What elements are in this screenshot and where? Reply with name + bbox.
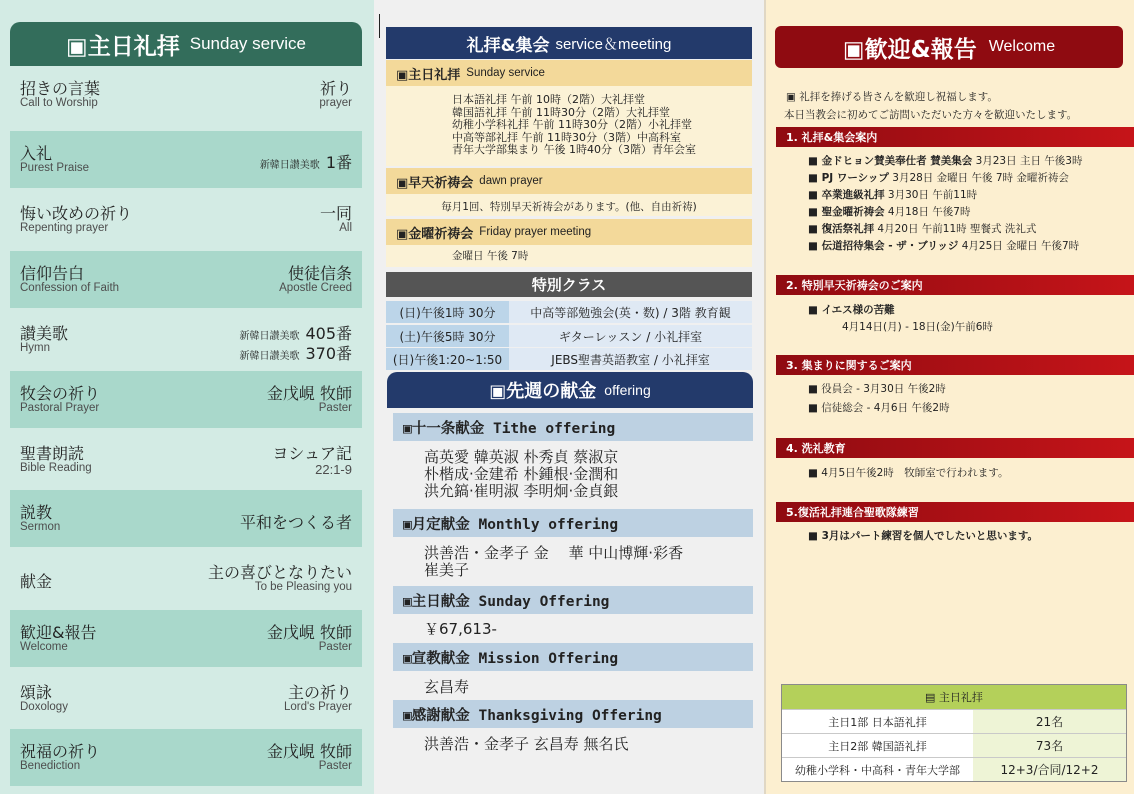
welcome-announcements-panel [764, 0, 1134, 794]
sunday-service-schedule [386, 86, 752, 166]
welcome-intro-line: 本日当教会に初めてご訪問いただいた方々を歓迎いたします。 [784, 109, 1078, 121]
subheader-en: Friday prayer meeting [479, 226, 592, 238]
name-line: 洪允鎬·崔明淑 李明炯·金貞銀 [424, 482, 619, 500]
sunday-service-header [10, 22, 362, 66]
monthly-offering-names [424, 545, 744, 579]
announcement-item [808, 204, 970, 219]
sermon-title: 平和をつくる者 [239, 513, 352, 532]
section-title: 2. 特別早天祈祷会のご案内 [776, 275, 1134, 295]
item-bold: ■ 復活祭礼拝 [808, 223, 875, 235]
hymn-number: 1番 [325, 153, 352, 172]
sunday-service-subheader [386, 60, 752, 86]
hymn-ref-2 [239, 341, 352, 364]
row-title: 悔い改めの祈り [20, 204, 133, 223]
mission-offering-names [424, 679, 744, 696]
announcement-item [808, 221, 1036, 236]
header-jp: 礼拝&集会 [466, 35, 550, 56]
item-bold: ■ 聖金曜祈祷会 [808, 206, 885, 218]
summary-title: ▤ 主日礼拝 [782, 685, 1126, 709]
offering-header [387, 372, 753, 408]
row-title: 招きの言葉 [20, 79, 101, 98]
subheader-en: Sunday service [466, 67, 545, 79]
row-right-sub: Apostle Creed [279, 282, 352, 294]
service-row-purest-praise [10, 131, 362, 188]
summary-label: 幼稚小学科・中高科・青年大学部 [782, 758, 973, 781]
announcement-item [808, 400, 950, 415]
hymnal-name: 新韓日讃美歌 [239, 331, 300, 342]
row-subtitle: Benediction [20, 760, 81, 772]
header-jp: ▣先週の献金 [489, 381, 597, 402]
service-row-sermon [10, 490, 362, 547]
announcement-item [808, 238, 1079, 253]
item-bold: ■ 伝道招待集会 - ザ・ブリッジ [808, 240, 959, 252]
service-row-hymn [10, 311, 362, 368]
row-right: 主の祈り [287, 683, 352, 702]
class-day: (土)午後5時 30分 [386, 325, 509, 347]
row-title: 祝福の祈り [20, 742, 101, 761]
row-right-sub: Paster [318, 641, 352, 653]
summary-label: 主日2部 韓国語礼拝 [782, 734, 973, 757]
class-day: (日)午後1:20~1:50 [386, 348, 509, 370]
row-right: 祈り [319, 79, 352, 98]
section-title: 5.復活礼拝連合聖歌隊練習 [776, 502, 1134, 522]
announcement-item [808, 187, 977, 202]
row-right-sub: Paster [318, 760, 352, 772]
summary-value: 21名 [973, 710, 1126, 733]
section-title: 4. 洗礼教育 [776, 438, 1134, 458]
service-row-benediction [10, 729, 362, 786]
row-right-sub: All [339, 222, 352, 234]
item-text: 4月14日(月) - 18日(金)午前6時 [842, 321, 993, 333]
name-line: 高英愛 韓英淑 朴秀貞 蔡淑京 [424, 448, 619, 466]
row-subtitle: Hymn [20, 342, 51, 354]
header-en: offering [604, 382, 651, 398]
summary-row [782, 709, 1126, 733]
hymnal-name: 新韓日讃美歌 [239, 351, 300, 362]
attendance-summary-table [781, 684, 1127, 782]
name-line: 洪善浩・金孝子 金 華 中山博輝·彩香 [424, 544, 684, 562]
subheader-jp: ▣早天祈祷会 [396, 175, 474, 191]
tithe-offering-names [424, 449, 744, 500]
row-right-sub: 22:1-9 [315, 462, 352, 477]
welcome-header [775, 26, 1123, 68]
schedule-line: 青年大学部集まり 午後 1時40分（3階）青年会室 [452, 143, 696, 156]
summary-value: 73名 [973, 734, 1126, 757]
row-right-sub: To be Pleasing you [254, 581, 352, 593]
row-right: 一同 [319, 204, 352, 223]
amount-line: ￥67,613- [424, 620, 497, 638]
service-row-pastoral-prayer [10, 371, 362, 428]
service-row-doxology [10, 670, 362, 727]
row-title: 信仰告白 [20, 264, 85, 283]
special-class-header: 特別クラス [386, 272, 752, 297]
mission-offering-label: ▣宣教献金 Mission Offering [393, 643, 753, 671]
header-jp: ▣主日礼拝 [66, 33, 180, 60]
announcement-item [808, 465, 1008, 480]
special-class-row [386, 348, 752, 370]
row-subtitle: Repenting prayer [20, 222, 109, 234]
dawn-prayer-subheader [386, 168, 752, 194]
special-class-row [386, 301, 752, 323]
announcement-item [842, 319, 993, 334]
name-line: 玄昌寿 [424, 678, 470, 696]
row-subtitle: Confession of Faith [20, 282, 120, 294]
divider [379, 14, 380, 38]
schedule-line: 韓国語礼拝 午前 11時30分（2階）大礼拝堂 [452, 105, 670, 119]
welcome-intro-line: ▣ 礼拝を捧げる皆さんを歓迎し祝福します。 [786, 91, 998, 103]
row-subtitle: Pastoral Prayer [20, 402, 100, 414]
hymn-number: 370番 [305, 344, 352, 363]
item-bold: ■ 卒業進級礼拝 [808, 189, 885, 201]
row-right: ヨシュア記 [272, 444, 352, 463]
hymnal-name: 新韓日讃美歌 [259, 160, 320, 171]
dawn-prayer-info [386, 194, 752, 216]
row-title: 歓迎&報告 [20, 623, 97, 642]
row-right-sub: Lord's Prayer [283, 701, 352, 713]
row-right: 金戊峴 牧師 [266, 623, 352, 642]
row-right: 金戊峴 牧師 [266, 742, 352, 761]
service-row-call-to-worship [10, 66, 362, 123]
header-en: Welcome [988, 38, 1056, 55]
services-header [386, 27, 752, 59]
item-bold: ■ 金ドヒョン賛美奉仕者 賛美集会 [808, 155, 973, 167]
row-title: 頌詠 [20, 683, 53, 702]
friday-prayer-info [386, 245, 752, 267]
subheader-jp: ▣金曜祈祷会 [396, 226, 474, 242]
name-line: 朴楷成·金建希 朴鍾根·金潤和 [424, 465, 619, 483]
item-text: 3月28日 金曜日 午後 7時 金曜祈祷会 [888, 172, 1069, 184]
subheader-jp: ▣主日礼拝 [396, 67, 461, 83]
item-text: 4月25日 金曜日 午後7時 [958, 240, 1080, 252]
row-title: 聖書朗読 [20, 444, 85, 463]
sunday-offering-label: ▣主日献金 Sunday Offering [393, 586, 753, 614]
header-en: Sunday service [189, 34, 306, 53]
thanksgiving-offering-label: ▣感謝献金 Thanksgiving Offering [393, 700, 753, 728]
sunday-offering-amount [424, 621, 744, 638]
item-text: ■ 役員会 - 3月30日 午後2時 [808, 383, 946, 395]
item-bold: ■ 3月はパート練習を個人でしたいと思います。 [808, 530, 1039, 542]
section-title: 1. 礼拝&集会案内 [776, 127, 1134, 147]
service-row-repenting-prayer [10, 191, 362, 248]
service-row-bible-reading [10, 431, 362, 488]
row-right-sub: Paster [318, 402, 352, 414]
row-subtitle: Sermon [20, 521, 61, 533]
item-text: 4月20日 午前11時 聖餐式 洗礼式 [874, 223, 1037, 235]
item-bold: ■ イエス様の苦難 [808, 304, 895, 316]
row-subtitle: Bible Reading [20, 462, 92, 474]
summary-row [782, 757, 1126, 781]
row-right: 使徒信条 [287, 264, 352, 283]
name-line: 崔美子 [424, 561, 470, 579]
announcement-item [808, 528, 1038, 543]
summary-label: 主日1部 日本語礼拝 [782, 710, 973, 733]
row-title: 説教 [20, 503, 53, 522]
item-text: ■ 4月5日午後2時 牧師室で行われます。 [808, 467, 1009, 479]
row-subtitle: Call to Worship [20, 97, 98, 109]
row-right: 主の喜びとなりたい [207, 563, 352, 582]
class-day: (日)午後1時 30分 [386, 301, 509, 323]
hymn-ref [260, 150, 352, 173]
thanksgiving-offering-names [424, 736, 744, 753]
service-row-confession [10, 251, 362, 308]
item-bold: ■ PJ ワーシップ [808, 172, 889, 184]
announcement-item [808, 302, 895, 317]
monthly-offering-label: ▣月定献金 Monthly offering [393, 509, 753, 537]
class-name: ギターレッスン / 小礼拝室 [509, 325, 752, 347]
row-right-sub: prayer [319, 97, 352, 109]
header-en: service＆meeting [555, 35, 672, 53]
item-text: 4月18日 午後7時 [884, 206, 971, 218]
order-of-service-panel [0, 0, 374, 794]
friday-prayer-line: 金曜日 午後 7時 [452, 250, 529, 262]
name-line: 洪善浩・金孝子 玄昌寿 無名氏 [424, 735, 629, 753]
service-row-welcome [10, 610, 362, 667]
services-meetings-panel [374, 0, 764, 794]
dawn-prayer-line: 毎月1回、特別早天祈祷会があります。(他、自由祈祷) [441, 201, 697, 213]
announcement-item [808, 170, 1069, 185]
friday-prayer-subheader [386, 219, 752, 245]
item-text: 3月30日 午前11時 [884, 189, 978, 201]
service-row-offering [10, 550, 362, 607]
summary-row [782, 733, 1126, 757]
row-title: 献金 [20, 572, 53, 591]
special-class-row [386, 325, 752, 347]
tithe-offering-label: ▣十一条献金 Tithe offering [393, 413, 753, 441]
section-title: 3. 集まりに関するご案内 [776, 355, 1134, 375]
divider [764, 0, 766, 794]
hymn-number: 405番 [305, 324, 352, 343]
item-text: 3月23日 主日 午後3時 [972, 155, 1083, 167]
class-name: 中高等部勉強会(英・数) / 3階 教育観 [509, 301, 752, 323]
schedule-line: 中高等部礼拝 午前 11時30分（3階）中高科室 [452, 130, 681, 144]
class-name: JEBS聖書英語教室 / 小礼拝室 [509, 348, 752, 370]
announcement-item [808, 153, 1082, 168]
row-title: 牧会の祈り [20, 384, 101, 403]
schedule-line: 幼稚小学科礼拝 午前 11時30分（2階）小礼拝堂 [452, 118, 692, 131]
row-right: 金戊峴 牧師 [266, 384, 352, 403]
row-subtitle: Doxology [20, 701, 68, 713]
schedule-line: 日本語礼拝 午前 10時（2階）大礼拝堂 [452, 93, 645, 106]
row-title: 入礼 [20, 144, 53, 163]
row-subtitle: Welcome [20, 641, 68, 653]
row-title: 讃美歌 [20, 324, 69, 343]
announcement-item [808, 381, 946, 396]
subheader-en: dawn prayer [479, 175, 543, 187]
summary-value: 12+3/合同/12+2 [973, 758, 1126, 781]
header-jp: ▣歓迎&報告 [842, 36, 977, 63]
item-text: ■ 信徒総会 - 4月6日 午後2時 [808, 402, 950, 414]
row-subtitle: Purest Praise [20, 162, 90, 174]
